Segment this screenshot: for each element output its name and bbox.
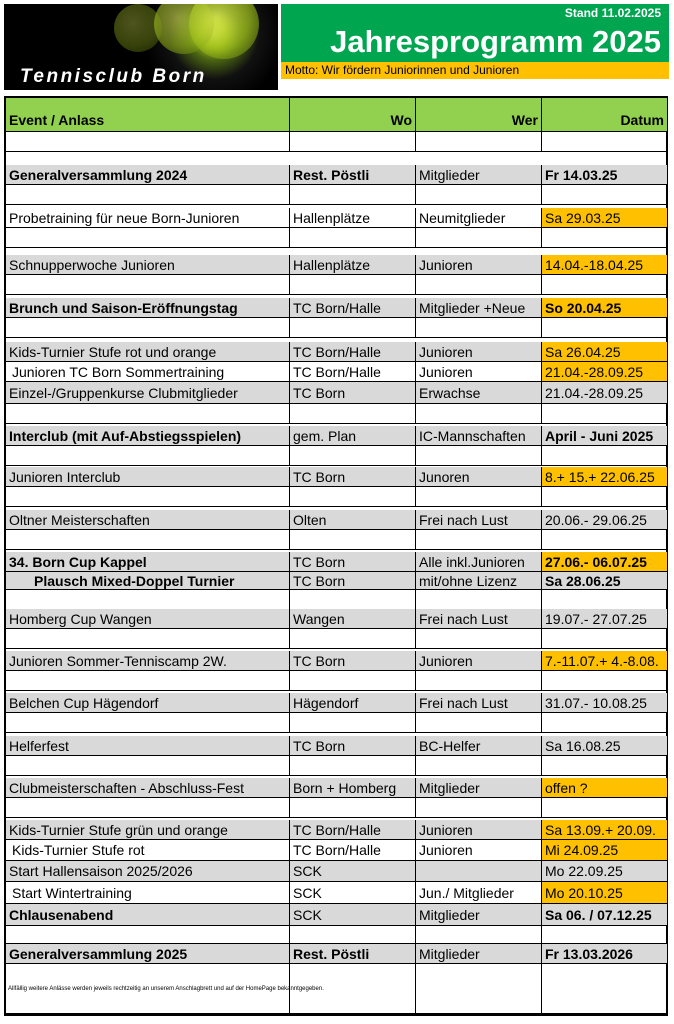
table-row — [6, 382, 668, 404]
event-cell: Schnupperwoche Junioren — [6, 255, 290, 275]
spacer-cell — [6, 404, 290, 424]
date-cell: Sa 29.03.25 — [542, 208, 668, 228]
spacer-cell — [290, 756, 416, 776]
location-cell: TC Born — [290, 382, 416, 404]
spacer-cell — [6, 671, 290, 691]
event-cell: Generalversammlung 2024 — [6, 165, 290, 185]
spacer-cell — [6, 185, 290, 205]
table-row — [6, 572, 668, 590]
table-row — [6, 904, 668, 926]
table-row — [6, 208, 668, 228]
table-row — [6, 629, 668, 649]
spacer-cell — [6, 318, 290, 338]
spacer-cell — [290, 798, 416, 818]
table-row — [6, 840, 668, 861]
event-cell: Kids-Turnier Stufe rot — [6, 840, 290, 861]
table-row — [6, 255, 668, 275]
spacer-cell — [6, 487, 290, 507]
table-row — [6, 798, 668, 818]
event-cell: Start Hallensaison 2025/2026 — [6, 861, 290, 882]
date-cell: Mi 24.09.25 — [542, 840, 668, 861]
date-cell: Fr 14.03.25 — [542, 165, 668, 185]
date-cell: 19.07.- 27.07.25 — [542, 609, 668, 629]
participants-cell: Mitglieder — [416, 904, 542, 926]
location-cell: TC Born — [290, 467, 416, 487]
date-cell: 21.04.-28.09.25 — [542, 382, 668, 404]
spacer-cell — [416, 926, 542, 944]
logo-text: Tennisclub Born — [20, 66, 207, 87]
location-cell: TC Born/Halle — [290, 362, 416, 382]
event-cell: Generalversammlung 2025 — [6, 944, 290, 964]
motto-bar: Motto: Wir fördern Juniorinnen und Junioren — [281, 62, 669, 79]
spacer-cell — [542, 926, 668, 944]
table-row — [6, 165, 668, 185]
spacer-cell — [416, 964, 542, 1014]
spacer-cell — [542, 756, 668, 776]
spacer-cell — [6, 590, 290, 610]
table-row — [6, 713, 668, 733]
event-cell: Start Wintertraining — [6, 882, 290, 904]
club-logo — [4, 4, 278, 90]
column-header: Wer — [416, 98, 542, 132]
table-row — [6, 342, 668, 362]
spacer-cell — [542, 964, 668, 1014]
event-cell: Belchen Cup Hägendorf — [6, 693, 290, 713]
table-row — [6, 756, 668, 776]
date-cell: Mo 20.10.25 — [542, 882, 668, 904]
date-cell: Sa 13.09.+ 20.09. — [542, 820, 668, 840]
participants-cell: IC-Mannschaften — [416, 426, 542, 446]
event-cell: Einzel-/Gruppenkurse Clubmitglieder — [6, 382, 290, 404]
spacer-cell — [6, 798, 290, 818]
location-cell: TC Born — [290, 651, 416, 671]
participants-cell: mit/ohne Lizenz — [416, 572, 542, 590]
table-row — [6, 882, 668, 904]
participants-cell: Junioren — [416, 255, 542, 275]
participants-cell: Erwachse — [416, 382, 542, 404]
spacer-cell — [542, 590, 668, 610]
spacer-cell — [416, 185, 542, 205]
date-cell: Sa 16.08.25 — [542, 736, 668, 756]
participants-cell: Frei nach Lust — [416, 510, 542, 530]
location-cell: TC Born/Halle — [290, 840, 416, 861]
date-cell: 31.07.- 10.08.25 — [542, 693, 668, 713]
event-cell: Plausch Mixed-Doppel Turnier — [6, 572, 290, 590]
date-cell: offen ? — [542, 778, 668, 798]
spacer-cell — [290, 590, 416, 610]
event-cell: Brunch und Saison-Eröffnungstag — [6, 298, 290, 318]
spacer-cell — [416, 756, 542, 776]
event-cell: 34. Born Cup Kappel — [6, 552, 290, 572]
table-row — [6, 446, 668, 466]
spacer-cell — [416, 798, 542, 818]
date-cell: So 20.04.25 — [542, 298, 668, 318]
participants-cell: Junioren — [416, 840, 542, 861]
participants-cell: Jun./ Mitglieder — [416, 882, 542, 904]
event-cell: Probetraining für neue Born-Junioren — [6, 208, 290, 228]
spacer-cell — [290, 671, 416, 691]
spacer-cell — [542, 629, 668, 649]
column-header: Event / Anlass — [6, 98, 290, 132]
spacer-cell — [542, 132, 668, 152]
table-row — [6, 510, 668, 530]
stand-date: Stand 11.02.2025 — [564, 6, 661, 20]
location-cell: Olten — [290, 510, 416, 530]
location-cell: TC Born — [290, 552, 416, 572]
date-cell: Sa 26.04.25 — [542, 342, 668, 362]
spacer-cell — [416, 132, 542, 152]
participants-cell: Mitglieder — [416, 944, 542, 964]
location-cell: TC Born/Halle — [290, 342, 416, 362]
spacer-cell — [6, 629, 290, 649]
event-cell: Junioren Interclub — [6, 467, 290, 487]
participants-cell: Mitglieder — [416, 165, 542, 185]
table-row — [6, 651, 668, 671]
table-row — [6, 467, 668, 487]
spacer-cell — [290, 530, 416, 550]
spacer-cell — [416, 318, 542, 338]
title-banner — [281, 4, 669, 62]
spacer-cell — [6, 530, 290, 550]
event-cell: Clubmeisterschaften - Abschluss-Fest — [6, 778, 290, 798]
participants-cell: Junioren — [416, 651, 542, 671]
table-header-row — [6, 98, 668, 132]
participants-cell: Frei nach Lust — [416, 693, 542, 713]
spacer-cell — [6, 275, 290, 295]
spacer-cell — [542, 798, 668, 818]
event-cell: Helferfest — [6, 736, 290, 756]
date-cell: 8.+ 15.+ 22.06.25 — [542, 467, 668, 487]
spacer-cell — [6, 446, 290, 466]
participants-cell — [416, 861, 542, 882]
column-header: Datum — [542, 98, 668, 132]
table-row — [6, 736, 668, 756]
date-cell: Fr 13.03.2026 — [542, 944, 668, 964]
table-row — [6, 362, 668, 382]
spacer-cell — [542, 318, 668, 338]
location-cell: SCK — [290, 882, 416, 904]
spacer-cell — [290, 404, 416, 424]
spacer-cell — [290, 629, 416, 649]
location-cell: gem. Plan — [290, 426, 416, 446]
location-cell: TC Born/Halle — [290, 298, 416, 318]
participants-cell: Junioren — [416, 342, 542, 362]
spacer-cell — [290, 446, 416, 466]
location-cell: Born + Homberg — [290, 778, 416, 798]
table-row — [6, 318, 668, 338]
date-cell: 21.04.-28.09.25 — [542, 362, 668, 382]
event-cell: Homberg Cup Wangen — [6, 609, 290, 629]
spacer-cell — [290, 318, 416, 338]
spacer-cell — [6, 926, 290, 944]
event-cell: Junioren Sommer-Tenniscamp 2W. — [6, 651, 290, 671]
spacer-cell — [290, 185, 416, 205]
participants-cell: Mitglieder — [416, 778, 542, 798]
table-row — [6, 820, 668, 840]
participants-cell: Neumitglieder — [416, 208, 542, 228]
spacer-cell — [542, 671, 668, 691]
participants-cell: Mitglieder +Neue — [416, 298, 542, 318]
participants-cell: Frei nach Lust — [416, 609, 542, 629]
location-cell: SCK — [290, 861, 416, 882]
date-cell: April - Juni 2025 — [542, 426, 668, 446]
spacer-cell — [290, 926, 416, 944]
spacer-cell — [416, 530, 542, 550]
spacer-cell — [290, 228, 416, 248]
table-row — [6, 926, 668, 944]
location-cell: Hägendorf — [290, 693, 416, 713]
participants-cell: Junioren — [416, 820, 542, 840]
spacer-cell — [290, 132, 416, 152]
spacer-cell — [542, 713, 668, 733]
date-cell: 7.-11.07.+ 4.-8.08. — [542, 651, 668, 671]
location-cell: Hallenplätze — [290, 208, 416, 228]
table-row — [6, 590, 668, 610]
page-title: Jahresprogramm 2025 — [330, 24, 661, 59]
table-row — [6, 298, 668, 318]
participants-cell: BC-Helfer — [416, 736, 542, 756]
spacer-cell — [416, 228, 542, 248]
spacer-cell — [542, 404, 668, 424]
date-cell: Mo 22.09.25 — [542, 861, 668, 882]
event-cell: Oltner Meisterschaften — [6, 510, 290, 530]
table-row — [6, 944, 668, 964]
spacer-cell — [6, 228, 290, 248]
footnote: Allfällig weitere Anlässe werden jeweils rechtzeitig an unserem Anschlagbrett und auf der HomePage bekanntgegeben. — [8, 986, 324, 992]
table-row — [6, 693, 668, 713]
spacer-cell — [6, 756, 290, 776]
participants-cell: Alle inkl.Junioren — [416, 552, 542, 572]
table-row — [6, 609, 668, 629]
table-row — [6, 426, 668, 446]
table-row — [6, 404, 668, 424]
spacer-cell — [6, 713, 290, 733]
table-row — [6, 861, 668, 882]
spacer-cell — [416, 487, 542, 507]
date-cell: 27.06.- 06.07.25 — [542, 552, 668, 572]
location-cell: Wangen — [290, 609, 416, 629]
spacer-cell — [416, 590, 542, 610]
table-row — [6, 487, 668, 507]
location-cell: Rest. Pöstli — [290, 165, 416, 185]
event-cell: Chlausenabend — [6, 904, 290, 926]
table-row — [6, 185, 668, 205]
location-cell: Rest. Pöstli — [290, 944, 416, 964]
spacer-cell — [290, 275, 416, 295]
spacer-cell — [416, 629, 542, 649]
event-cell: Junioren TC Born Sommertraining — [6, 362, 290, 382]
table-row — [6, 778, 668, 798]
table-row — [6, 228, 668, 248]
spacer-cell — [542, 228, 668, 248]
spacer-cell — [416, 275, 542, 295]
location-cell: Hallenplätze — [290, 255, 416, 275]
spacer-cell — [416, 671, 542, 691]
spacer-cell — [416, 446, 542, 466]
spacer-cell — [290, 713, 416, 733]
spacer-cell — [542, 487, 668, 507]
location-cell: TC Born — [290, 736, 416, 756]
spacer-cell — [6, 132, 290, 152]
column-header: Wo — [290, 98, 416, 132]
spacer-cell — [290, 487, 416, 507]
spacer-cell — [542, 185, 668, 205]
table-row — [6, 132, 668, 152]
participants-cell: Junioren — [416, 362, 542, 382]
location-cell: SCK — [290, 904, 416, 926]
event-cell: Kids-Turnier Stufe grün und orange — [6, 820, 290, 840]
participants-cell: Junoren — [416, 467, 542, 487]
location-cell: TC Born — [290, 572, 416, 590]
event-cell: Interclub (mit Auf-Abstiegsspielen) — [6, 426, 290, 446]
event-cell: Kids-Turnier Stufe rot und orange — [6, 342, 290, 362]
table-row — [6, 530, 668, 550]
spacer-cell — [416, 404, 542, 424]
location-cell: TC Born/Halle — [290, 820, 416, 840]
spacer-cell — [542, 530, 668, 550]
date-cell: 14.04.-18.04.25 — [542, 255, 668, 275]
spacer-cell — [416, 713, 542, 733]
spacer-cell — [542, 275, 668, 295]
table-row — [6, 552, 668, 572]
date-cell: Sa 06. / 07.12.25 — [542, 904, 668, 926]
date-cell: 20.06.- 29.06.25 — [542, 510, 668, 530]
table-row — [6, 275, 668, 295]
spacer-cell — [542, 446, 668, 466]
table-row — [6, 671, 668, 691]
date-cell: Sa 28.06.25 — [542, 572, 668, 590]
